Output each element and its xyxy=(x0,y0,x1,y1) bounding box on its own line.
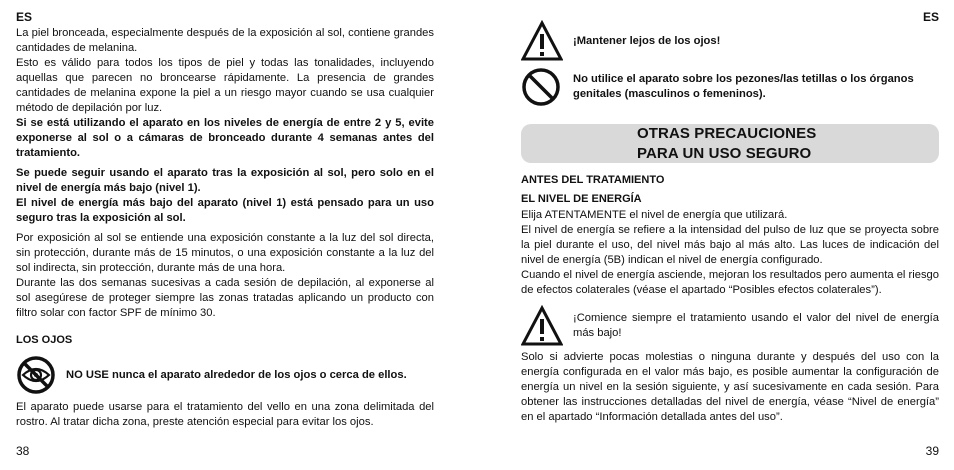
language-code: ES xyxy=(16,10,33,24)
paragraph-skin-types: Esto es válido para todos los tipos de piel y todas las tonalidades, incluyendo aquellas que parecen no broncearse rápidamente. La presencia de grandes cantidades de melanina expone la piel a un riesgo mayor cuando se usa cualquier método de depilación por luz. xyxy=(16,57,434,114)
paragraph-sun-warning: Si se está utilizando el aparato en los niveles de energía de entre 2 y 5, evite exponerse al sol o a cámaras de bronceado durante 4 semanas antes del tratamiento. xyxy=(16,117,434,159)
paragraph-level1-safe: El nivel de energía más bajo del aparato (nivel 1) está pensado para un uso seguro tras la exposición al sol. xyxy=(16,197,434,224)
lowest-level-warning-text: ¡Comience siempre el tratamiento usando el valor del nivel de energía más bajo! xyxy=(573,312,939,339)
left-page xyxy=(16,0,434,470)
paragraph-spf: Durante las dos semanas sucesivas a cada sesión de depilación, al exponerse al sol asegúrese de proteger siempre las zonas tratadas aplicando un producto con filtro solar con factor SPF de mínimo 30. xyxy=(16,277,434,319)
paragraph-choose-energy: Elija ATENTAMENTE el nivel de energía que utilizará. xyxy=(521,209,788,221)
right-page xyxy=(521,0,939,470)
lowest-level-warning-row xyxy=(521,305,939,347)
energy-level-heading: EL NIVEL DE ENERGÍA xyxy=(521,193,642,205)
warning-triangle-icon xyxy=(521,20,563,62)
eyes-warning-row xyxy=(16,355,434,395)
paragraph-sun-exposure-definition: Por exposición al sol se entiende una exposición constante a la luz del sol directa, sin protección, durante más de 15 minutos, o una exposición constante a la luz del sol indirecta, sin protección, durante más de una hora. xyxy=(16,232,434,274)
genitals-warning-text: No utilice el aparato sobre los pezones/las tetillas o los órganos genitales (masculinos o femeninos). xyxy=(573,73,914,100)
section-banner xyxy=(521,124,939,163)
keep-away-eyes-text: ¡Mantener lejos de los ojos! xyxy=(573,34,721,47)
paragraph-level1-use: Se puede seguir usando el aparato tras la exposición al sol, pero solo en el nivel de energía más bajo (nivel 1). xyxy=(16,167,434,194)
paragraph-energy-risk: Cuando el nivel de energía asciende, mejoran los resultados pero aumenta el riesgo de efectos colaterales (véase el apartado “Posibles efectos colaterales”). xyxy=(521,269,939,296)
banner-title-line2: PARA UN USO SEGURO xyxy=(637,145,812,162)
page-number: 39 xyxy=(925,444,939,458)
banner-title-line1: OTRAS PRECAUCIONES xyxy=(637,125,817,142)
before-treatment-heading: ANTES DEL TRATAMIENTO xyxy=(521,174,665,186)
genitals-warning-row xyxy=(521,66,939,108)
page-number: 38 xyxy=(16,444,30,458)
keep-away-eyes-row xyxy=(521,20,939,62)
prohibited-icon xyxy=(521,66,563,108)
language-code: ES xyxy=(922,10,939,24)
warning-triangle-icon xyxy=(521,305,563,347)
eyes-warning-text: NO USE nunca el aparato alrededor de los ojos o cerca de ellos. xyxy=(66,368,407,381)
eyes-heading: LOS OJOS xyxy=(16,334,73,346)
paragraph-tan-melanin: La piel bronceada, especialmente después de la exposición al sol, contiene grandes cantidades de melanina. xyxy=(16,27,434,54)
paragraph-face-treatment: El aparato puede usarse para el tratamiento del vello en una zona delimitada del rostro. Al tratar dicha zona, preste atención especial para evitar los ojos. xyxy=(16,401,434,428)
no-eye-icon xyxy=(16,355,58,395)
paragraph-energy-definition: El nivel de energía se refiere a la intensidad del pulso de luz que se proyecta sobre la piel durante el uso, del nivel más bajo al más alto. Las luces de indicación del nivel de energía (5B) indican el nivel de energía configurado. xyxy=(521,224,939,266)
paragraph-increase-energy: Solo si advierte pocas molestias o ninguna durante y después del uso con la energía configurada en el valor más bajo, es posible aumentar la configuración de energía un nivel en la sesión siguiente, y así sucesivamente en cada sesión. Para obtener las instrucciones detalladas del nivel de energía, véase “Nivel de energía” en el apartado “Información detallada antes del uso”. xyxy=(521,351,939,423)
